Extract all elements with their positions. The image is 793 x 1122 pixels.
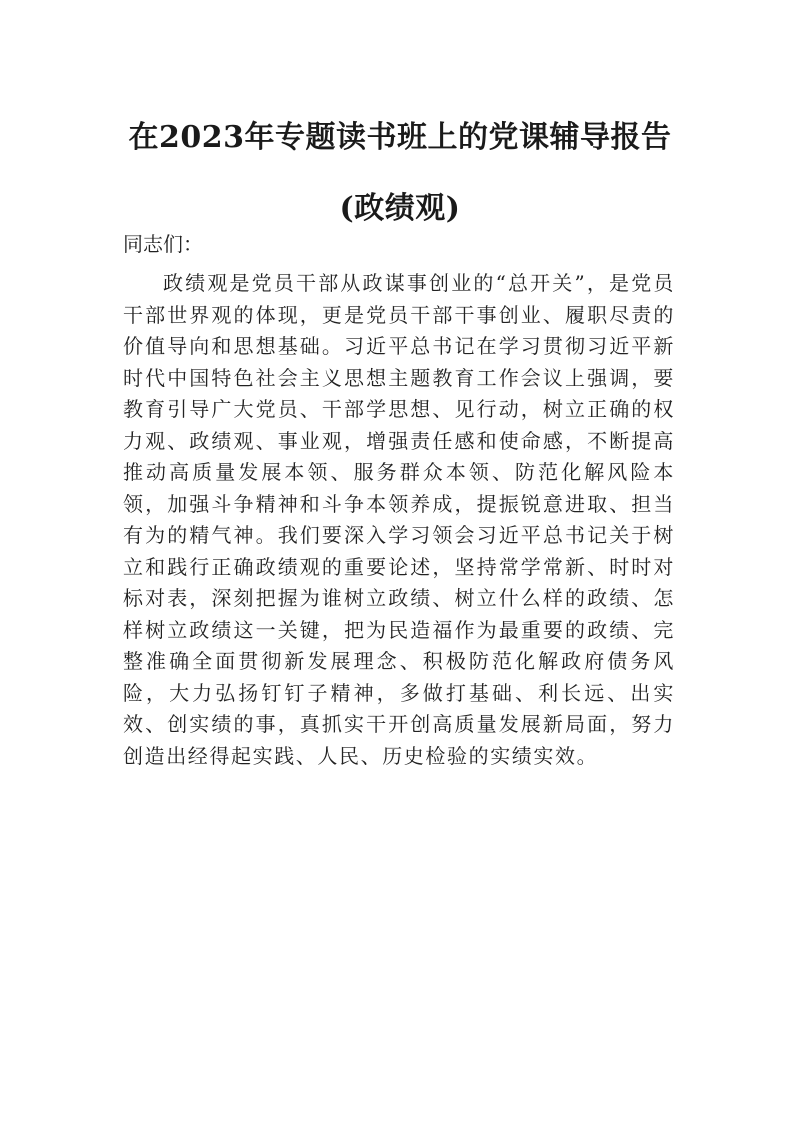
document-title: 在2023年专题读书班上的党课辅导报告(政绩观) [128, 120, 672, 226]
salutation: 同志们： [123, 232, 203, 256]
body-paragraph: 政绩观是党员干部从政谋事创业的“总开关”，是党员干部世界观的体现，更是党员干部干事创业、履职尽责的价值导向和思想基础。习近平总书记在学习贯彻习近平新时代中国特色社会主义思想主题教育工作会议上强调，要教育引导广大党员、干部学思想、见行动，树立正确的权力观、政绩观、事业观，增强责任感和使命感，不断提高推动高质量发展本领、服务群众本领、防范化解风险本领，加强斗争精神和斗争本领养成，提振锐意进取、担当有为的精气神。我们要深入学习领会习近平总书记关于树立和践行正确政绩观的重要论述，坚持常学常新、时时对标对表，深刻把握为谁树立政绩、树立什么样的政绩、怎样树立政绩这一关键，把为民造福作为最重要的政绩、完整准确全面贯彻新发展理念、积极防范化解政府债务风险，大力弘扬钉钉子精神，多做打基础、利长远、出实效、创实绩的事，真抓实干开创高质量发展新局面，努力创造出经得起实践、人民、历史检验的实绩实效。 [123, 271, 675, 768]
